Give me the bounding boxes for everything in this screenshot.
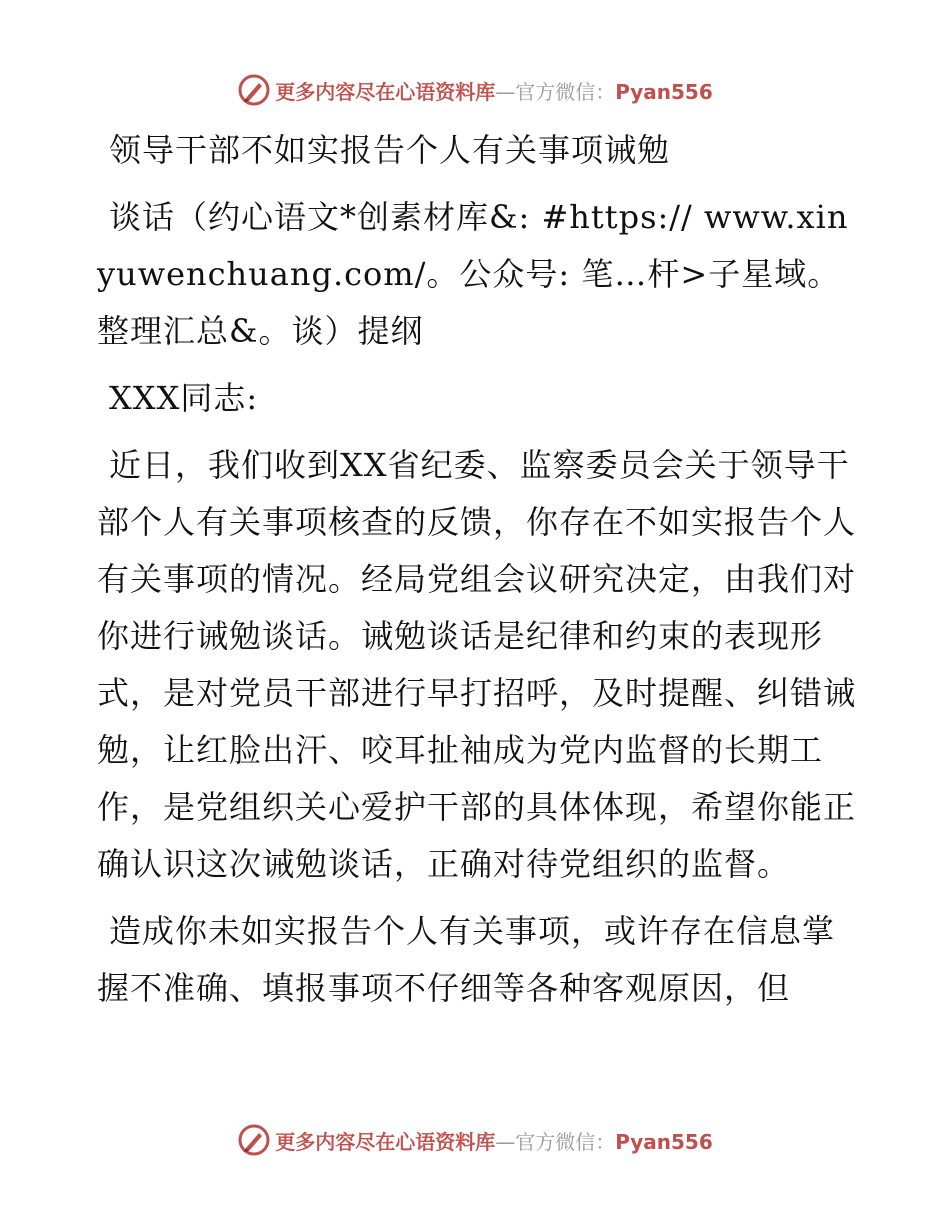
document-body <box>97 122 857 1027</box>
document-subtitle: 谈话（约心语文*创素材库&: #https:// www.xinyuwenchuang.com/。公众号: 笔…杆>子星域。整理汇总&。谈）提纲 <box>97 198 849 350</box>
footer-watermark <box>0 1118 950 1162</box>
paragraph: 造成你未如实报告个人有关事项，或许存在信息掌握不准确、填报事项不仔细等各种客观原因，但 <box>97 912 836 1007</box>
document-title: 领导干部不如实报告个人有关事项诫勉 <box>109 131 671 169</box>
watermark-text: 更多内容尽在心语资料库—官方微信：Pyan556 <box>275 1129 713 1154</box>
paragraph: 近日，我们收到XX省纪委、监察委员会关于领导干部个人有关事项核查的反馈，你存在不如实报告个人有关事项的情况。经局党组会议研究决定，由我们对你进行诫勉谈话。诫勉谈话是纪律和约束的表现形式，是对党员干部进行早打招呼，及时提醒、纠错诫勉，让红脸出汗、咬耳扯袖成为党内监督的长期工作，是党组织关心爱护干部的具体体现，希望你能正确认识这次诫勉谈话，正确对待党组织的监督。 <box>97 446 857 883</box>
header-watermark <box>0 68 950 112</box>
watermark-text: 更多内容尽在心语资料库—官方微信：Pyan556 <box>275 79 713 104</box>
salutation: XXX同志: <box>109 379 259 417</box>
pen-logo-icon <box>237 1123 271 1157</box>
pen-logo-icon <box>237 73 271 107</box>
